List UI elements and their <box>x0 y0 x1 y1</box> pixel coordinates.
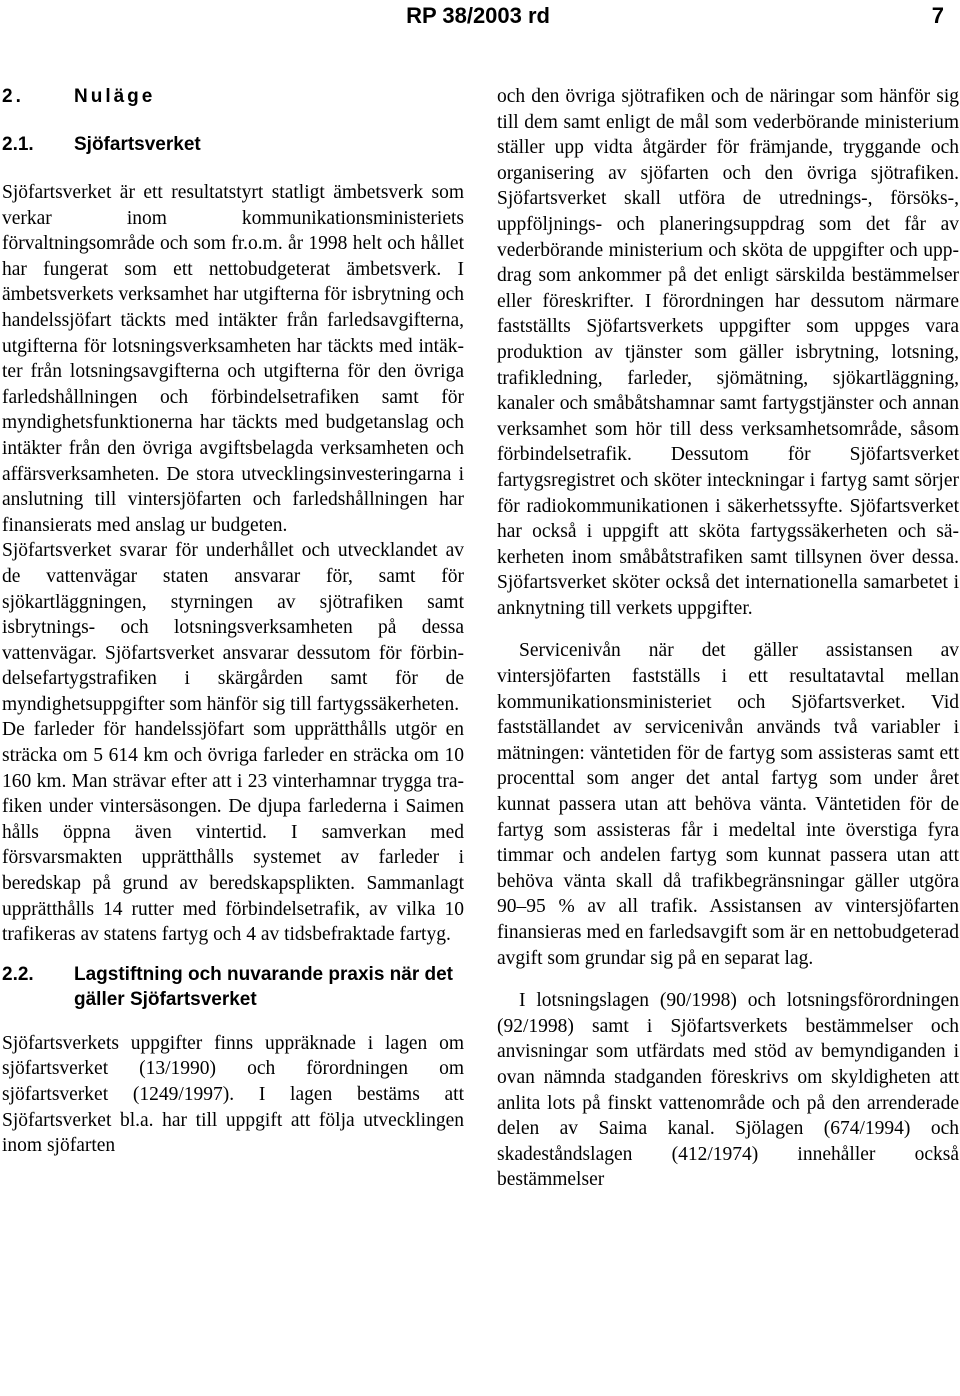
section-title: Sjöfartsverket <box>74 134 201 155</box>
body-paragraph: Sjöfartsverket är ett resultatstyrt statligt ämbetsverk som verkar inom kommunikationsministeriets förvaltningsområde och som fr.o.m. år 1998 helt och hållet har fungerat som ett nettobudgeterat ämbetsverk. I ämbetsverkets verksamhet har utgifterna för isbrytning och handelssjöfart täckts med intäkter från farledsavgifterna, utgifterna för lotsningsverksamheten har täckts med intäkter från lotsningsavgifterna och utgifterna för den övriga farledshållningen och förbindelsetrafiken samt för myndighetsfunktionerna har täckts med budgetanslag och intäkter från den övriga avgiftsbelagda verksamheten och affärsverksamheten. De stora utvecklingsinvesteringarna i anslutning till vintersjöfarten och farledshållningen har finansierats med anslag ur budgeten. <box>2 182 464 536</box>
section-heading-nulage <box>2 84 464 109</box>
left-column <box>2 84 464 1159</box>
document-id: RP 38/2003 rd <box>406 3 550 28</box>
section-number: 2. <box>2 86 24 107</box>
page-number: 7 <box>931 3 944 28</box>
section-number: 2.2. <box>2 963 34 985</box>
body-paragraph: Sjöfartsverket svarar för underhållet och utvecklandet av de vattenvägar staten ansvarar för, samt för sjökartläggningen, styrningen av sjötrafiken samt isbrytnings- och lotsningsverksamheten på dessa vattenvägar. Sjöfartsverket ansvarar dessutom för förbindelsefartygstrafiken i skärgården samt för de myndighetsuppgifter som hänför sig till fartygssäkerheten. <box>2 540 464 715</box>
section-title: Nuläge <box>74 86 156 107</box>
section-title: Lagstiftning och nuvarande praxis när det gäller Sjöfartsverket <box>74 963 454 1010</box>
body-paragraph: De farleder för handelssjöfart som upprätthålls utgör en sträcka om 5 614 km och övriga farleder en sträcka om 10 160 km. Man strävar efter att i 23 vinterhamnar trygga trafiken under vintersäsongen. De djupa farlederna i Saimen hålls öppna även vintertid. I samverkan med försvarsmakten upprätthålls systemet av farleder i beredskap på grund av beredskapsplikten. Sammanlagt upprätthålls 14 rutter med förbindelsetrafik, av vilka 10 trafikeras av statens fartyg och 4 av tidsbefraktade fartyg. <box>2 719 464 946</box>
section-heading-sjofartsverket <box>2 132 464 157</box>
body-paragraph: I lotsningslagen (90/1998) och lotsningsförordningen (92/1998) samt i Sjöfartsverkets bestämmelser och anvisningar som utfärdats med stöd av bemyndiganden i ovan nämnda stadganden föreskrivs om skyldigheten att anlita lots på finskt vattenområde och på den arrenderade delen av Saima kanal. Sjölagen (674/1994) och skadeståndslagen (412/1974) innehåller också bestämmelser <box>497 990 959 1191</box>
page-header <box>0 2 960 32</box>
body-paragraph: och den övriga sjötrafiken och de näringar som hänför sig till dem samt enligt de mål som vederbörande ministerium ställer upp vidta åtgärder för främjande, tryggande och organisering av sjöfarten och den övriga sjötrafiken. Sjöfartsverket skall utföra de utrednings-, försöks-, uppföljnings- och planeringsuppdrag som det får av vederbörande ministerium och sköta de uppgifter och uppdrag som ankommer på det enligt särskilda bestämmelser eller föreskrifter. I förordningen har dessutom närmare fastställts Sjöfartsverkets uppgifter som uppges vara produktion av tjänster som gäller isbrytning, lotsning, trafikledning, farleder, sjömätning, sjökartläggning, kanaler och småbåtshamnar samt fartygstjänster och annan verksamhet som hör till dess verksamhetsområde, såsom förbindelsetrafik. Dessutom för Sjöfartsverket fartygsregistret och sköter inteckningar i fartyg samt sörjer för radiokommunikationen i säkerhetssyfte. Sjöfartsverket har också i uppgift att sköta fartygssäkerheten och säkerheten inom småbåtstrafiken samt tillsynen över dessa. Sjöfartsverket sköter också det internationella samarbetet i anknytning till verkets uppgifter. <box>497 86 959 619</box>
body-paragraph: Servicenivån när det gäller assistansen av vintersjöfarten fastställs i ett resultatavtal mellan kommunikationsministeriet och Sjöfartsverket. Vid fastställandet av servicenivån används två variabler i mätningen: väntetiden för de fartyg som assisteras samt ett procenttal som anger det antal fartyg som under året kunnat passera utan att behöva vänta. Väntetiden för de fartyg som assisteras får i medeltal inte överstiga fyra timmar och andelen fartyg som kunnat passera utan att behöva vänta skall då trafikbegränsningar gäller utgöra 90–95 % av all trafik. Assistansen av vintersjöfarten finansieras med en farledsavgift som är en nettobudgeterad avgift som grundar sig på en separat lag. <box>497 640 959 969</box>
right-column <box>497 84 959 1193</box>
section-heading-lagstiftning <box>2 962 464 1012</box>
body-paragraph: Sjöfartsverkets uppgifter finns uppräknade i lagen om sjöfartsverket (13/1990) och förordningen om sjöfartsverket (1249/1997). I lagen bestäms att Sjöfartsverket bl.a. har till uppgift att följa utvecklingen inom sjöfarten <box>2 1032 464 1157</box>
section-number: 2.1. <box>2 134 34 155</box>
